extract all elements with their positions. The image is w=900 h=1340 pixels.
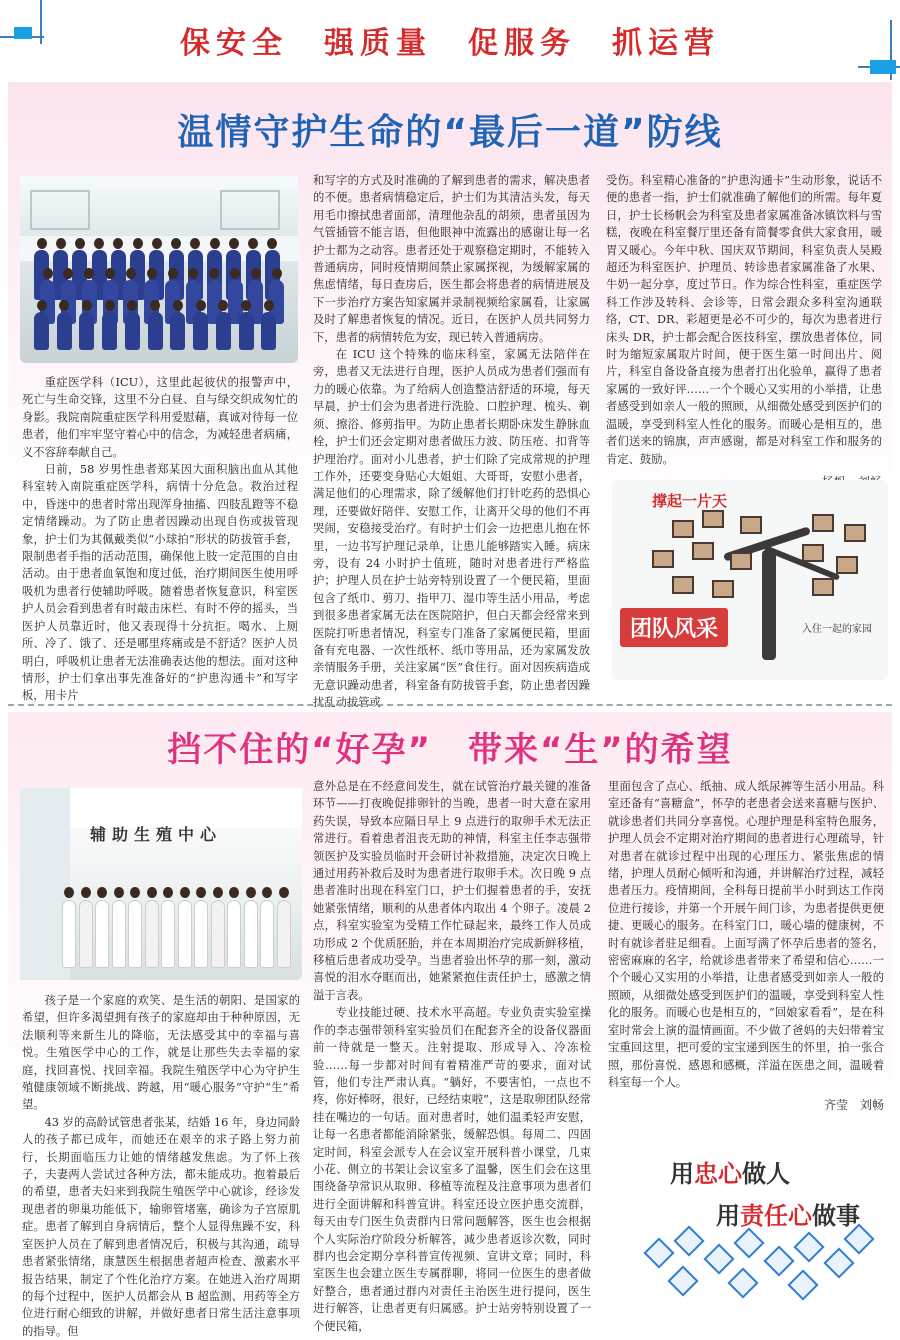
staff-figure xyxy=(95,900,109,968)
staff-figure xyxy=(112,900,126,968)
staff-head xyxy=(94,238,104,249)
staff-head xyxy=(230,268,240,279)
staff-figure xyxy=(125,312,140,350)
article-column-3 xyxy=(608,778,884,1115)
staff-head xyxy=(37,300,47,311)
staff-head xyxy=(147,268,157,279)
article-column-1 xyxy=(22,374,298,705)
staff-figure xyxy=(216,312,231,350)
photo-frame xyxy=(712,580,734,598)
staff-figure xyxy=(178,900,192,968)
staff-head xyxy=(210,238,220,249)
staff-figure xyxy=(193,312,208,350)
staff-head xyxy=(190,238,200,249)
paragraph: 孩子是一个家庭的欢笑、是生活的朝阳、是国家的希望，但许多渴望拥有孩子的家庭却由于种种原因，无法顺利等来新生儿的降临，无法感受其中的幸福与喜悦。生殖医学中心的工作，就是让那些失去幸福的家庭，找回喜悦、找回幸福。我院生殖医学中心为守护生殖健康领域不断挑战、跨越，用“暖心服务”守护“生”希望。 xyxy=(22,994,300,1112)
photo-frame xyxy=(812,578,834,596)
header-slogan: 保安全 强质量 促服务 抓运营 xyxy=(180,26,720,61)
staff-head xyxy=(196,300,206,311)
photo-frame xyxy=(730,552,752,570)
staff-figure xyxy=(170,312,185,350)
staff-head xyxy=(180,887,190,898)
staff-head xyxy=(173,300,183,311)
staff-head xyxy=(218,300,228,311)
paragraph: 里面包含了点心、纸抽、成人纸尿裤等生活小用品。科室还备有“喜糖盒”，怀孕的老患者会送来喜糖与医护、就诊患者们共同分享喜悦。心理护理是科室特色服务，护理人员会不定期对治疗期间的患者进行心理疏导，针对患者在就诊过程中出现的心理压力、紧张焦虑的情绪，护理人员耐心倾听和沟通，并讲解治疗过程，减轻患者压力。疫情期间，全科每日提前半小时到达工作岗位进行接诊，并第一个开展午间门诊，为患者提供更便捷、更暖心的服务。在科室门口，暖心墙的健康树，不时有就诊者驻足细看。上面写满了怀孕后患者的签名，密密麻麻的名字，给就诊患者带来了希望和信心……一个个暖心又实用的小举措，让患者感受到如亲人一般的照顾，从细微处感受到医护们的温暖，享受到科室人性化的服务。而暖心也是相互的，“回娘家看看”，是在科室时常会上演的温情画面。不少做了爸妈的夫妇带着宝宝重回这里，把可爱的宝宝递到医生的怀里，拍一张合照，那份喜悦、感恩和感概，洋溢在医患之间，温暖着科室每一个人。 xyxy=(608,780,884,1089)
photo-tile xyxy=(733,1227,764,1258)
article-column-2 xyxy=(313,172,590,712)
wall-top-text: 撑起一片天 xyxy=(652,492,728,510)
staff-head xyxy=(163,887,173,898)
section-divider xyxy=(8,704,892,706)
staff-head xyxy=(213,887,223,898)
staff-head xyxy=(229,887,239,898)
staff-head xyxy=(64,887,74,898)
reproductive-center-photo xyxy=(20,788,302,980)
staff-head xyxy=(272,268,282,279)
paragraph: 受伤。科室精心准备的“护患沟通卡”生动形象，说话不便的患者一指，护士们就准确了解他们的所需。每年夏日，护士长杨帆会为科室及患者家属准备冰镇饮料与雪糕，夜晚在科室餐厅里还备有简餐零食供大家食用，暖胃又暖心。今年中秋、国庆双节期间，科室负责人吴殿超还为科室医护、护理员、转诊患者家属准备了水果、牛奶一起分享，度过节日。作为综合性科室，重症医学科工作涉及转科、会诊等，日常会跟众多科室沟通联络，CT、DR、彩超更是必不可少的，每次为患者进行床头 DR，护士都会配合医技科室，摆放患者体位，同时为缩短家属取片时间，便于医生第一时间出片、阅片，科室自备设备直接为患者打出化验单，赢得了患者家属的一致好评……一个个暖心又实用的小举措，让患者感受到如亲人一般的照顾，从细微处感受到医护们的温暖，享受到科室人性化的服务。而暖心是相互的，患者们送来的锦旗，声声感谢，都是对科室工作和服务的肯定、鼓励。 xyxy=(606,174,882,466)
staff-figure xyxy=(79,900,93,968)
center-sign: 辅助生殖中心 xyxy=(90,825,223,844)
photo-frame xyxy=(672,520,694,538)
photo-tile xyxy=(673,1225,704,1256)
photo-tile xyxy=(787,1269,818,1300)
photo-frame xyxy=(652,550,674,568)
wall-team-banner: 团队风采 xyxy=(620,608,728,647)
photo-tile xyxy=(793,1231,824,1262)
paragraph: 和写字的方式及时准确的了解到患者的需求，解决患者的不便。患者病情稳定后，护士们为其清洁头发，每天用毛巾擦拭患者面部，清理他杂乱的胡须，患者虽因为气管插管不能言语，但他眼神中流露出的感谢让每一名护士都为之动容。患者还处于观察稳定期时，不能转入普通病房，同时疫情期间禁止家属探视，为缓解家属的焦虑情绪，每日查房后，医生都会将患者的病情进展及下一步治疗方案告知家属并录制视频给家属看，让家属及时了解患者恢复的情况。近日，在医护人员共同努力下，患者的病情转危为安，现已转入普通病房。 xyxy=(313,174,590,344)
wall-side-text: 入住一起的家园 xyxy=(802,624,872,635)
corner-mark-left xyxy=(0,0,60,60)
staff-figure xyxy=(244,900,258,968)
staff-head xyxy=(43,268,53,279)
staff-figure xyxy=(145,900,159,968)
staff-head xyxy=(241,300,251,311)
photo-frame xyxy=(844,524,866,542)
article-byline: 齐莹 刘畅 xyxy=(823,1098,884,1113)
staff-head xyxy=(130,887,140,898)
staff-figure xyxy=(62,900,76,968)
staff-head xyxy=(82,300,92,311)
staff-figure xyxy=(79,312,94,350)
staff-figure xyxy=(57,312,72,350)
paragraph: 43 岁的高龄试管患者张某，结婚 16 年，身边同龄人的孩子都已成年，而她还在艰辛的求子路上努力前行，长期面临压力让她的情绪越发焦虑。为了怀上孩子，夫妻两人尝试过各种方法，都未能成功。抱着最后的希望，患者夫妇来到我院生殖医学中心就诊，经诊发现患者的卵巢功能低下，输卵管堵塞，确诊为子宫原肌症。患者了解到自身病情后，整个人显得焦躁不安，科室医护人员在了解到患者情况后，积极与其沟通，疏导患者紧张情绪，康慧医生根据患者超声检查、激素水平报告结果，制定了个性化治疗方案。在她进入治疗周期的每个过程中，医护人员都会从 B 超监测、用药等全方位进行耐心细致的讲解，并做好患者日常生活注意事项的指导。但 xyxy=(22,1115,300,1338)
paragraph: 在 ICU 这个特殊的临床科室，家属无法陪伴在旁，患者又无法进行自理，医护人员成为患者们强而有力的暖心依靠。为了给病人创造整洁舒适的环境，每天早晨，护士们会为患者进行洗脸、口腔护理、梳头、剃须、擦浴、修剪指甲。为防止患者长期卧床发生静脉血栓，护士们还会定期对患者做压力波、防压疮、扣背等护理治疗。面对小儿患者，护士们除了完成常规的护理工作外，还要变身贴心大姐姐、大哥哥，安慰小患者，满足他们的心理需求，除了缓解他们打针吃药的恐惧心理，还要做好陪伴、安慰工作，让离开父母的他们不再哭闹，安稳接受治疗。有时护士们会一边把患儿抱在怀里，一边书写护理记录单，让患儿能够踏实入睡。病床旁，设有 24 小时护士值班，随时对患者进行严格监护；护理人员在护士站旁特别设置了一个便民箱，里面包含了纸巾、剪刀、指甲刀、湿巾等生活小用品，考虑到很多患者家属无法在医院陪护，但白天都会经常来到医院打听患者情况，科室专门准备了家属便民箱，里面备有充电器、一次性纸杯、纸巾等用品，还为家属发放亲情服务手册，关注家属“医”食住行。面对因疾病造成无意识躁动患者，科室备有防拔管手套，防止患者因躁扰乱动拔管或 xyxy=(313,348,590,710)
photo-frame xyxy=(692,542,714,560)
staff-figure xyxy=(211,900,225,968)
staff-head xyxy=(114,887,124,898)
staff-head xyxy=(168,268,178,279)
staff-head xyxy=(37,238,47,249)
photo-tile xyxy=(727,1267,758,1298)
photo-tile xyxy=(703,1243,734,1274)
paragraph: 重症医学科（ICU），这里此起彼伏的报警声中，死亡与生命交锋，这里不分白昼、自与绿交织成匆忙的身影。我院南院重症医学科用爱慰藉，真诚对待每一位患者，他们牢牢坚守着心中的信念，为减轻患者病痛，义不容辞奉献自己。 xyxy=(22,376,298,459)
paragraph: 日前，58 岁男性患者郑某因大面积脑出血从其他科室转入南院重症医学科，病情十分危急。救治过程中，昏迷中的患者时常出现浑身抽搐、四肢乱蹬等不稳定情绪躁动。为了防止患者因躁动出现自伤或拔管现象，护士们为其佩戴类似“小球拍”形状的防拔管手套，限制患者手指的活动范围，确保他上肢一定范围的自由活动。由于患者血氧饱和度过低，治疗期间医生使用呼吸机为患者行使辅助呼吸。随着患者恢复意识，科室医护人员会看到患者有时敲击床栏、有时不停的摇头，当医护人员靠近时，他又表现得十分抗拒。喝水、上厕所、冷了、饿了、还是哪里疼痛或是不舒适？医护人员明白，呼吸机让患者无法准确表达他的想法。面对这种情形，护士们拿出事先准备好的“护患沟通卡”和写字板，用卡片 xyxy=(22,463,298,703)
staff-figure xyxy=(227,900,241,968)
photo-frame xyxy=(702,510,724,528)
photo-tile xyxy=(763,1245,794,1276)
photo-tile xyxy=(823,1247,854,1278)
staff-head xyxy=(264,300,274,311)
photo-tile xyxy=(667,1265,698,1296)
article-column-1 xyxy=(22,992,300,1340)
staff-head xyxy=(262,887,272,898)
article-column-2 xyxy=(313,778,591,1335)
staff-head xyxy=(251,268,261,279)
staff-head xyxy=(105,268,115,279)
staff-figure xyxy=(194,900,208,968)
team-wall-photo xyxy=(612,480,888,680)
photo-frame xyxy=(740,516,762,534)
paragraph: 专业技能过硬、技术水平高超。专业负责实验室操作的李志强带领科室实验员们在配套齐全的设备仪器面前一待就是一整天。注射提取、形成导入、冷冻检验……每一步都对时间有着精准严苛的要求，面对试管，他们专注严肃认真。“躺好，不要害怕，一点也不疼，你好棒呀，很好，已经结束啦”，这是取卵团队经常挂在嘴边的一句话。面对患者时，她们温柔轻声安慰，让每一名患者都能消除紧张，缓解恐惧。每周二、四固定时间，科室会派专人在会议室开展科普小课堂，几束小花、侧立的书架让会议室多了温馨，医生们会在这里围绕备孕常识从取卵、移植等流程及注意事项为患者们进行全面讲解和科普宣讲。科室还设立医护患交流群，每天由专门医生负责群内日常问题解答，医生也会根据个人实际治疗阶段分析解答，减少患者返诊次数，同时群内也会定期分享科普宣传视频、宣讲文章；同时，科室医生也会建立医生专属群聊，将同一位医生的患者做好整合，患者通过群内对责任主治医生进行提问，医生进行解答，让患者更有归属感。护士站旁特别设置了一个便民箱， xyxy=(313,1006,591,1333)
slogan-wall-photo xyxy=(612,1132,888,1312)
staff-figure xyxy=(161,900,175,968)
staff-head xyxy=(171,238,181,249)
photo-frame xyxy=(836,556,858,574)
slogan-line-2: 用责任心做事 xyxy=(716,1202,860,1230)
article-column-3 xyxy=(606,172,882,491)
staff-head xyxy=(196,887,206,898)
staff-head xyxy=(75,238,85,249)
article-title: 温情守护生命的“最后一道”防线 xyxy=(177,112,723,153)
staff-figure xyxy=(239,312,254,350)
article-title: 挡不住的“好孕” 带来“生”的希望 xyxy=(167,730,733,770)
staff-head xyxy=(105,300,115,311)
staff-head xyxy=(248,238,258,249)
staff-head xyxy=(229,238,239,249)
staff-head xyxy=(126,268,136,279)
staff-figure xyxy=(277,900,291,968)
slogan-line-1: 用忠心做人 xyxy=(670,1160,790,1188)
photo-tile xyxy=(643,1237,674,1268)
staff-figure xyxy=(102,312,117,350)
page-header xyxy=(0,0,900,82)
staff-head xyxy=(81,887,91,898)
staff-head xyxy=(279,887,289,898)
staff-head xyxy=(152,238,162,249)
article-reproductive xyxy=(8,712,892,1338)
staff-head xyxy=(133,238,143,249)
article-icu xyxy=(8,82,892,710)
photo-frame xyxy=(802,544,824,562)
staff-head xyxy=(246,887,256,898)
team-group-photo xyxy=(20,176,298,363)
staff-figure xyxy=(34,312,49,350)
photo-frame xyxy=(672,576,694,594)
staff-head xyxy=(97,887,107,898)
staff-head xyxy=(113,238,123,249)
paragraph: 意外总是在不经意间发生，就在试管治疗最关键的准备环节——打夜晚促排卵针的当晚，患者一时大意在家用药失误，导致本应隔日早上 9 点进行的取卵手术无法正常进行。看着患者沮丧无助的神情，科室主任李志强带领医护及实验员临时开会研讨补救措施，决定次日晚上通过用药补救后及时为患者进行取卵手术。次日晚 9 点患者准时出现在科室门口，护士们握着患者的手，安抚她紧张情绪，顺利的从患者体内取出 4 个卵子。凌晨 2 点，科室实验室为受精工作忙碌起来，最终工作人员成功形成 2 个优质胚胎，并在本周期治疗完成新鲜移植，移植后患者成功受孕。当患者验出怀孕的那一刻，激动喜悦的泪水夺眶而出，她紧紧抱住责任护士，感激之情溢于言表。 xyxy=(313,780,591,1002)
staff-head xyxy=(56,238,66,249)
staff-figure xyxy=(148,312,163,350)
staff-head xyxy=(147,887,157,898)
photo-frame xyxy=(812,514,834,532)
staff-figure xyxy=(128,900,142,968)
staff-figure xyxy=(260,900,274,968)
staff-head xyxy=(267,238,277,249)
staff-figure xyxy=(261,312,276,350)
corner-mark-right xyxy=(840,0,900,82)
